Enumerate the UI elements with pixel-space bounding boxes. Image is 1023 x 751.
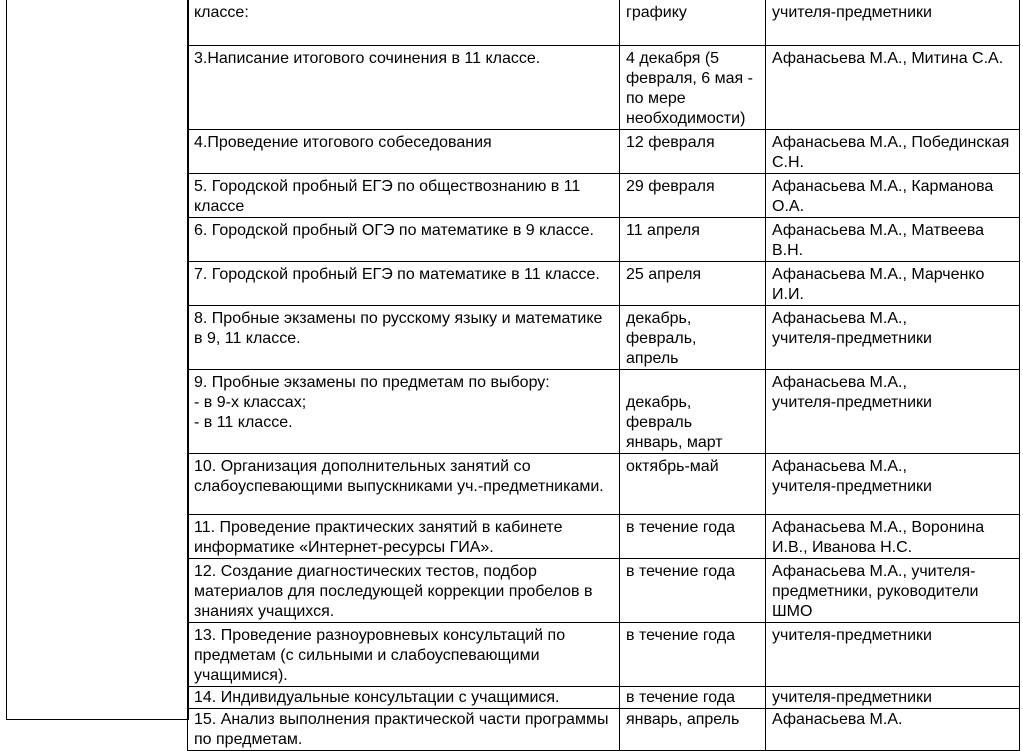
date-cell: в течение года: [620, 622, 766, 686]
task-cell: 3.Написание итогового сочинения в 11 классе.: [188, 45, 620, 129]
responsible-cell: Афанасьева М.А., Митина С.А.: [766, 45, 1020, 129]
blank-left-column: [6, 0, 189, 720]
date-cell: в течение года: [620, 514, 766, 558]
date-cell: 4 декабря (5 февраля, 6 мая - по мере необходимости): [620, 45, 766, 129]
task-cell: 12. Создание диагностических тестов, подбор материалов для последующей коррекции пробелов в знаниях учащихся.: [188, 558, 620, 622]
date-cell: январь, апрель: [620, 708, 766, 750]
table-row: [188, 217, 1020, 261]
table-row: [188, 173, 1020, 217]
date-cell: 25 апреля: [620, 261, 766, 305]
task-cell: 7. Городской пробный ЕГЭ по математике в 11 классе.: [188, 261, 620, 305]
responsible-cell: Афанасьева М.А., учителя-предметники, руководители ШМО: [766, 558, 1020, 622]
date-cell: декабрь, февраль, апрель: [620, 305, 766, 369]
table-row: [188, 622, 1020, 686]
task-cell: классе:: [188, 0, 620, 45]
responsible-cell: Афанасьева М.А., Побединская С.Н.: [766, 129, 1020, 173]
table-row: [188, 686, 1020, 708]
table-row: [188, 305, 1020, 369]
table-row: [188, 514, 1020, 558]
date-cell: в течение года: [620, 558, 766, 622]
task-cell: 4.Проведение итогового собеседования: [188, 129, 620, 173]
task-cell: 13. Проведение разноуровневых консультаций по предметам (с сильными и слабоуспевающими учащимися).: [188, 622, 620, 686]
table-row: [188, 45, 1020, 129]
table-row: [188, 708, 1020, 750]
table-row: [188, 369, 1020, 453]
date-cell: в течение года: [620, 686, 766, 708]
table-row: [188, 0, 1020, 45]
responsible-cell: Афанасьева М.А., Карманова О.А.: [766, 173, 1020, 217]
task-cell: 15. Анализ выполнения практической части программы по предметам.: [188, 708, 620, 750]
date-cell: октябрь-май: [620, 453, 766, 514]
task-cell: 11. Проведение практических занятий в кабинете информатике «Интернет-ресурсы ГИА».: [188, 514, 620, 558]
task-cell: 10. Организация дополнительных занятий со слабоуспевающими выпускниками уч.-предметниками.: [188, 453, 620, 514]
table-row: [188, 261, 1020, 305]
table-row: [188, 453, 1020, 514]
plan-table: [187, 0, 1020, 751]
table-row: [188, 558, 1020, 622]
date-cell: 11 апреля: [620, 217, 766, 261]
date-cell: 12 февраля: [620, 129, 766, 173]
responsible-cell: Афанасьева М.А., учителя-предметники: [766, 369, 1020, 453]
responsible-cell: Афанасьева М.А., Воронина И.В., Иванова Н.С.: [766, 514, 1020, 558]
responsible-cell: учителя-предметники: [766, 0, 1020, 45]
responsible-cell: Афанасьева М.А.: [766, 708, 1020, 750]
task-cell: 9. Пробные экзамены по предметам по выбору: - в 9-х классах; - в 11 классе.: [188, 369, 620, 453]
task-cell: 5. Городской пробный ЕГЭ по обществознанию в 11 классе: [188, 173, 620, 217]
responsible-cell: Афанасьева М.А., Марченко И.И.: [766, 261, 1020, 305]
table-row: [188, 129, 1020, 173]
task-cell: 6. Городской пробный ОГЭ по математике в 9 классе.: [188, 217, 620, 261]
date-cell: 29 февраля: [620, 173, 766, 217]
responsible-cell: Афанасьева М.А., Матвеева В.Н.: [766, 217, 1020, 261]
task-cell: 8. Пробные экзамены по русскому языку и математике в 9, 11 классе.: [188, 305, 620, 369]
task-cell: 14. Индивидуальные консультации с учащимися.: [188, 686, 620, 708]
responsible-cell: учителя-предметники: [766, 686, 1020, 708]
date-cell: декабрь, февраль январь, март: [620, 369, 766, 453]
responsible-cell: Афанасьева М.А., учителя-предметники: [766, 305, 1020, 369]
date-cell: графику: [620, 0, 766, 45]
responsible-cell: учителя-предметники: [766, 622, 1020, 686]
responsible-cell: Афанасьева М.А., учителя-предметники: [766, 453, 1020, 514]
